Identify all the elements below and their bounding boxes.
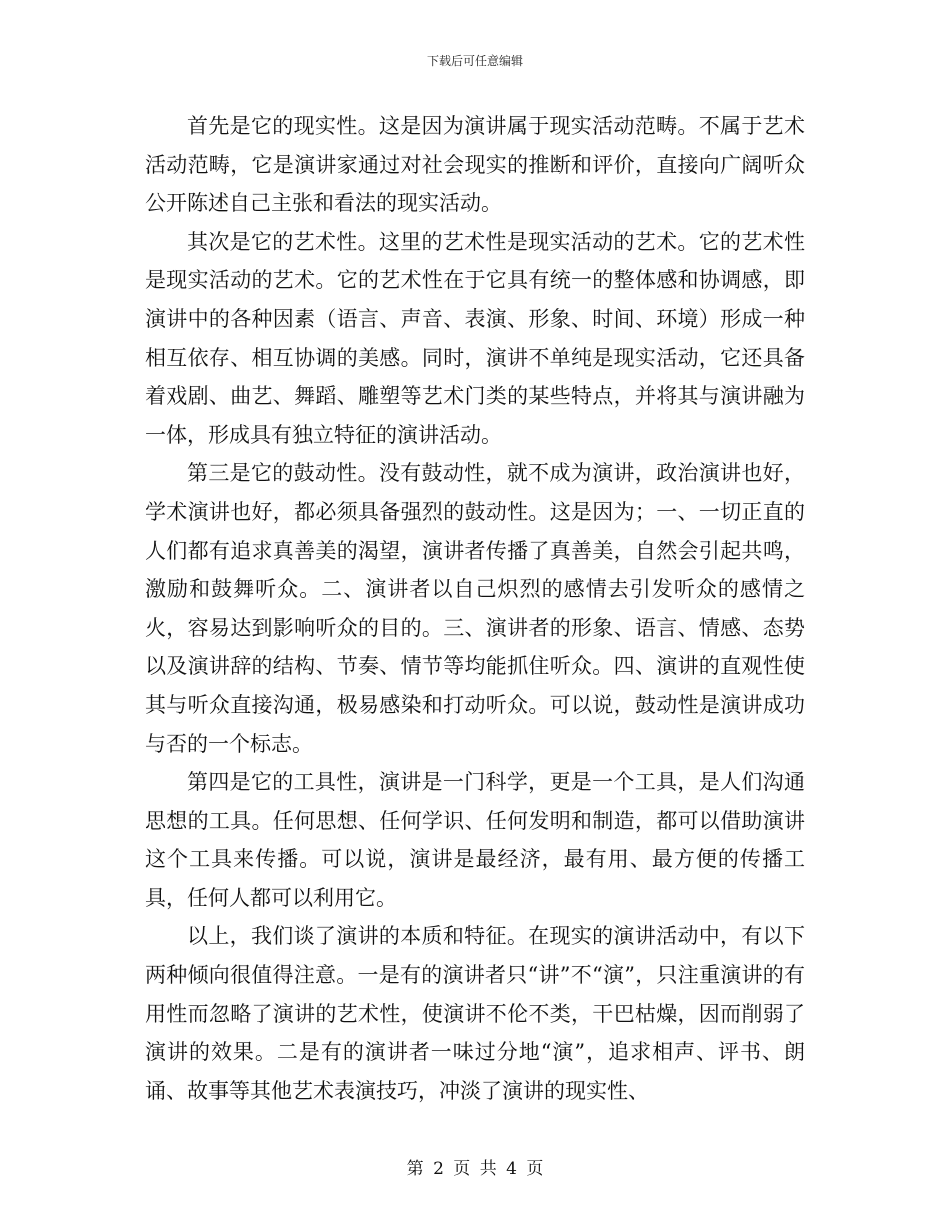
paragraph-reality: 首先是它的现实性。这是因为演讲属于现实活动范畴。不属于艺术活动范畴，它是演讲家通过对社会现实的推断和评价，直接向广阔听众公开陈述自己主张和看法的现实活动。 [145, 114, 805, 216]
paragraph-agitation: 第三是它的鼓动性。没有鼓动性，就不成为演讲，政治演讲也好，学术演讲也好，都必须具备强烈的鼓动性。这是因为；一、一切正直的人们都有追求真善美的渴望，演讲者传播了真善美，自然会引起共鸣，激励和鼓舞听众。二、演讲者以自己炽烈的感情去引发听众的感情之火，容易达到影响听众的目的。三、演讲者的形象、语言、情感、态势以及演讲辞的结构、节奏、情节等均能抓住听众。四、演讲的直观性使其与听众直接沟通，极易感染和打动听众。可以说，鼓动性是演讲成功与否的一个标志。 [145, 461, 805, 756]
paragraph-instrumentality: 第四是它的工具性，演讲是一门科学，更是一个工具，是人们沟通思想的工具。任何思想、任何学识、任何发明和制造，都可以借助演讲这个工具来传播。可以说，演讲是最经济，最有用、最方便的传播工具，任何人都可以利用它。 [145, 770, 805, 910]
paragraph-summary: 以上，我们谈了演讲的本质和特征。在现实的演讲活动中，有以下两种倾向很值得注意。一是有的演讲者只“讲”不“演”，只注重演讲的有用性而忽略了演讲的艺术性，使演讲不伦不类，干巴枯燥，因而削弱了演讲的效果。二是有的演讲者一味过分地“演”，追求相声、评书、朗诵、故事等其他艺术表演技巧，冲淡了演讲的现实性、 [145, 924, 805, 1103]
page-header: 下载后可任意编辑 [426, 54, 523, 68]
page-footer: 第 2 页 共 4 页 [406, 1159, 544, 1179]
document-body [145, 107, 805, 1110]
paragraph-artistry: 其次是它的艺术性。这里的艺术性是现实活动的艺术。它的艺术性是现实活动的艺术。它的艺术性在于它具有统一的整体感和协调感，即演讲中的各种因素（语言、声音、表演、形象、时间、环境）形成一种相互依存、相互协调的美感。同时，演讲不单纯是现实活动，它还具备着戏剧、曲艺、舞蹈、雕塑等艺术门类的某些特点，并将其与演讲融为一体，形成具有独立特征的演讲活动。 [145, 229, 805, 447]
